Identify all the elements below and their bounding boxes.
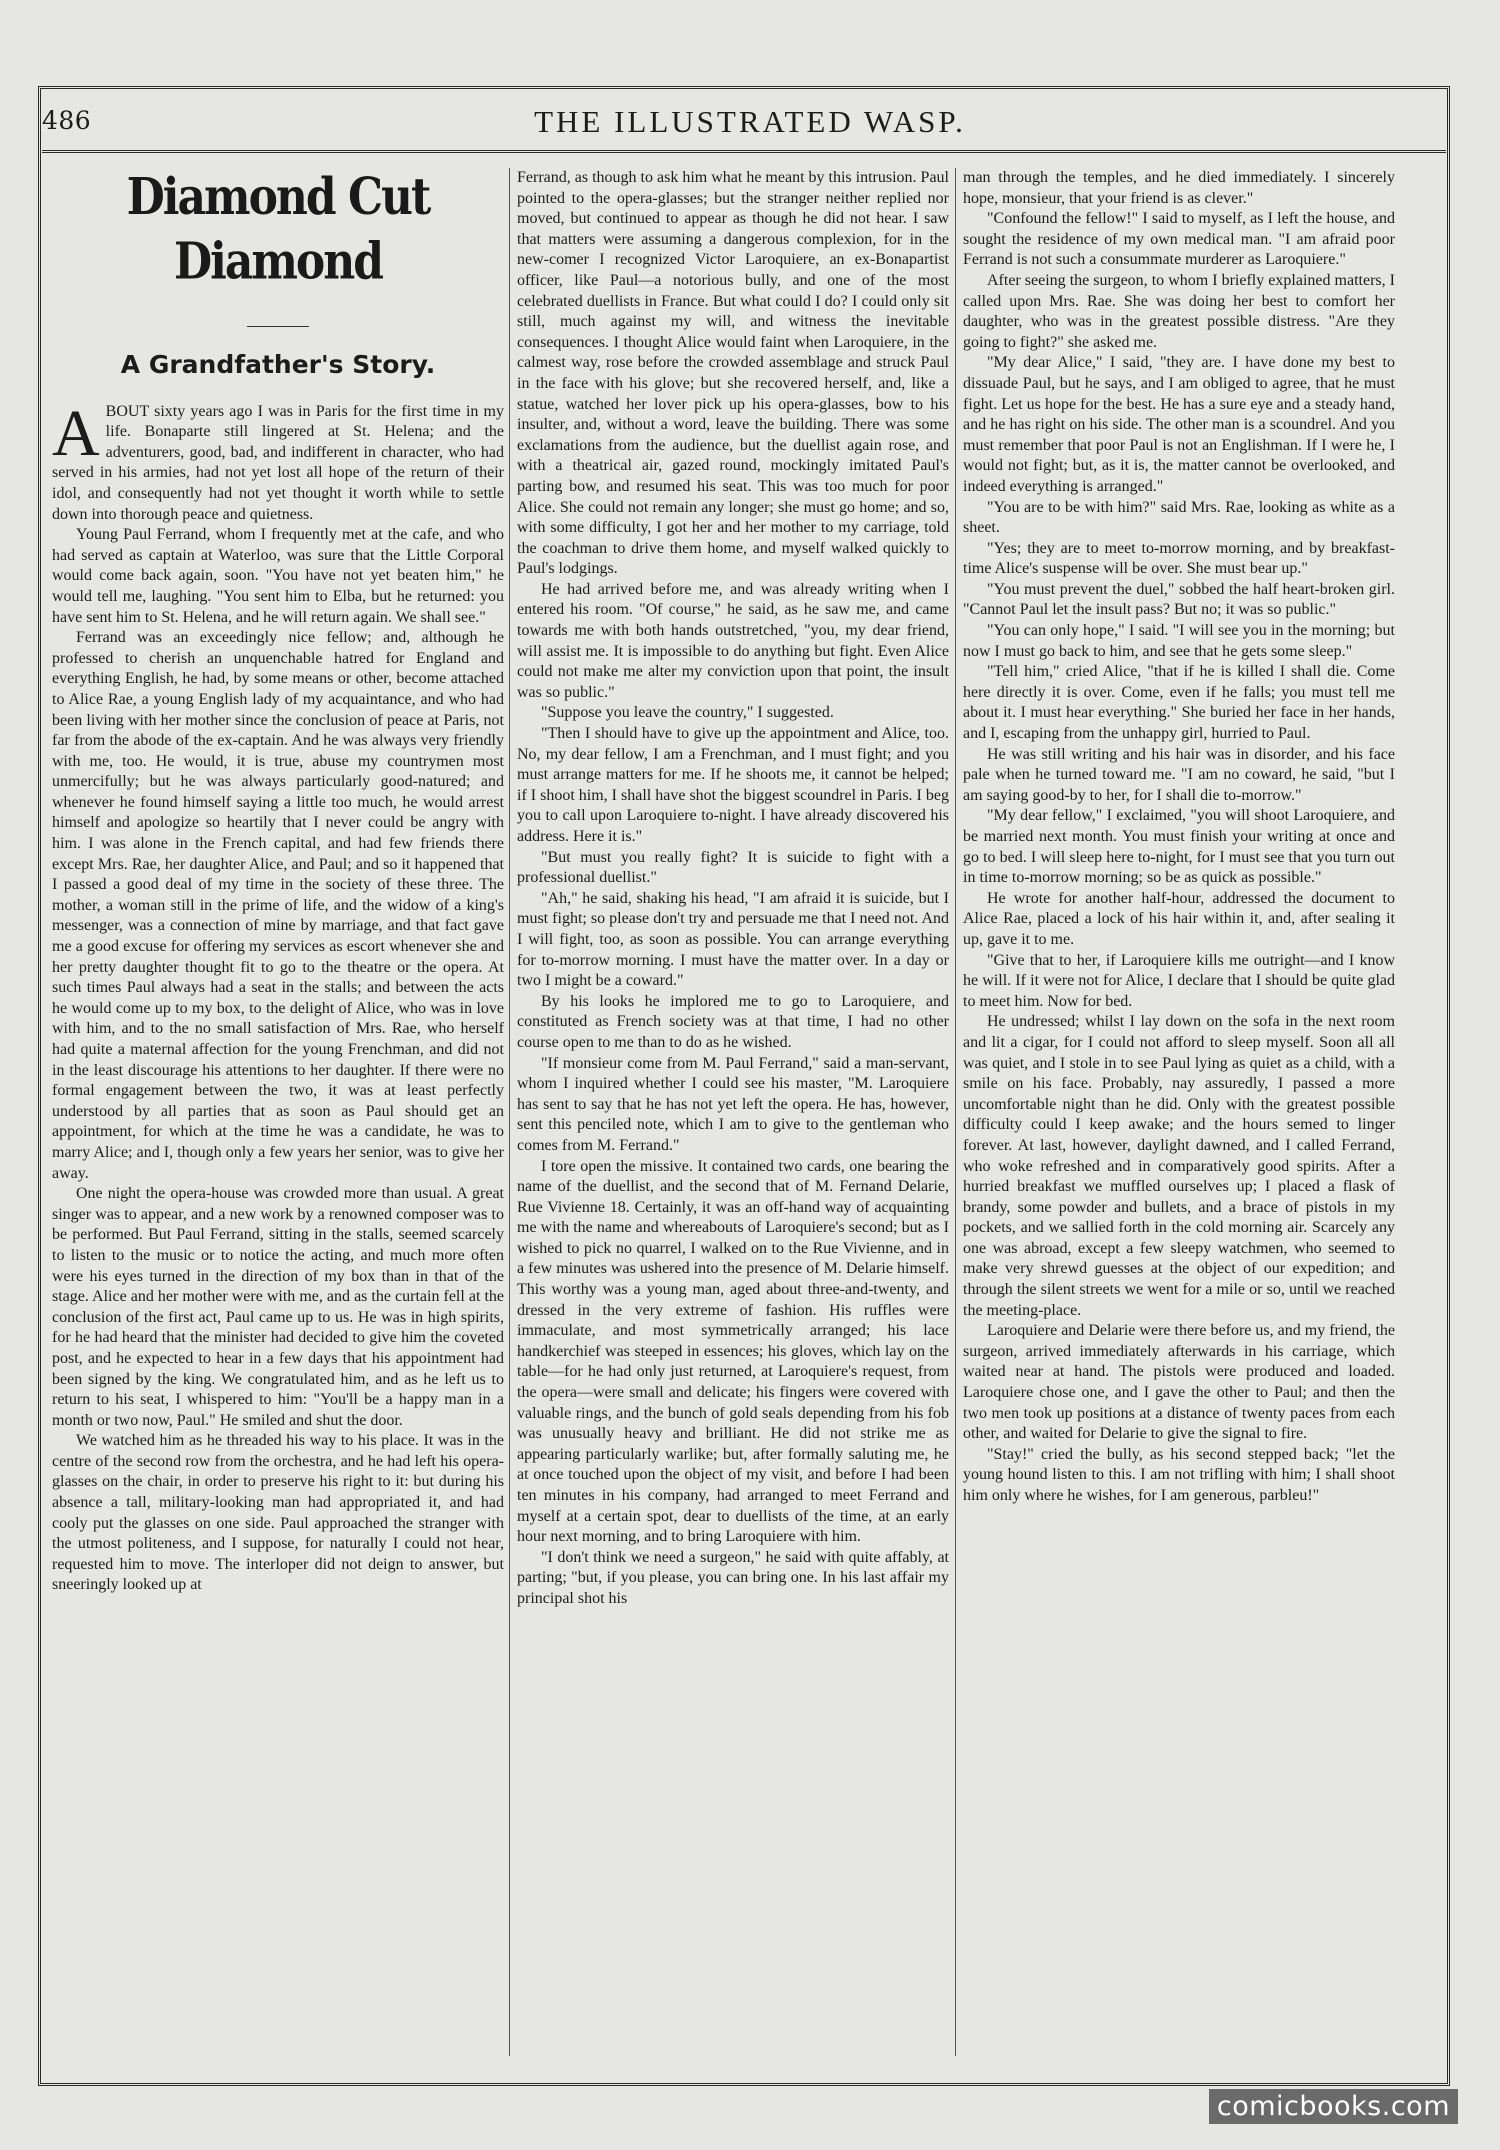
paragraph: "You are to be with him?" said Mrs. Rae, looking as white as a sheet.	[963, 498, 1395, 537]
column-3	[963, 168, 1395, 2058]
site-watermark: comicbooks.com	[1209, 2089, 1458, 2124]
story-title: Diamond Cut Diamond	[126, 168, 430, 291]
story-subtitle: A Grandfather's Story.	[120, 350, 436, 379]
paragraph: Young Paul Ferrand, whom I frequently met at the cafe, and who had served as captain at Waterloo, was sure that the Little Corporal would come back again, soon. "You have not yet beaten him," he would tell me, laughing. "You sent him to Elba, but he returned: you have sent him to St. Helena, and he will return again. We shall see."	[52, 526, 504, 626]
paragraph: "Tell him," cried Alice, "that if he is killed I shall die. Come here directly it is over. Come, even if he falls; you must tell me about it. I must hear everything." She buried her face in her hands, and I, escaping from the unhappy girl, hurried to Paul.	[963, 663, 1395, 743]
paragraph: He undressed; whilst I lay down on the sofa in the next room and lit a cigar, for I could not afford to sleep myself. Soon all all was quiet, and I stole in to see Paul lying as quiet as a child, with a smile on his face. Probably, nay assuredly, I passed a more uncomfortable night than he did. Only with the greatest possible difficulty could I keep awake; and the hours semed to linger forever. At last, however, daylight dawned, and I called Ferrand, who woke refreshed and in comparatively good spirits. After a hurried breakfast we muffled ourselves up; I placed a flask of brandy, some powder and bullets, and a brace of pistols in my pockets, and we sallied forth in the cold morning air. Scarcely any one was abroad, except a few sleepy watchmen, who seemed to make very shrewd guesses at the object of our expedition; and through the silent streets we went for a mile or so, until we reached the meeting-place.	[963, 1013, 1395, 1319]
paragraph: "But must you really fight? It is suicide to fight with a professional duellist."	[517, 848, 949, 887]
page-number: 486	[42, 106, 92, 135]
paragraph: He wrote for another half-hour, addressed the document to Alice Rae, placed a lock of his hair within it, and, after sealing it up, gave it to me.	[963, 889, 1395, 948]
title-rule	[247, 326, 309, 327]
paragraph: "Then I should have to give up the appointment and Alice, too. No, my dear fellow, I am a Frenchman, and I must fight; and you must arrange matters for me. If he shoots me, it cannot be helped; if I shoot him, I shall have shot the biggest scoundrel in Paris. I beg you to call upon Laroquiere to-night. I have already discovered his address. Here it is."	[517, 725, 949, 845]
magazine-title: THE ILLUSTRATED WASP.	[534, 104, 966, 139]
paragraph: "My dear fellow," I exclaimed, "you will shoot Laroquiere, and be married next month. You must finish your writing at once and go to bed. I will sleep here to-night, for I must see that you turn out in time to-morrow morning; so be as quick as possible."	[963, 807, 1395, 887]
paragraph: "You can only hope," I said. "I will see you in the morning; but now I must go back to him, and see that he gets some sleep."	[963, 622, 1395, 660]
column-2	[517, 168, 949, 2058]
paragraph: He was still writing and his hair was in disorder, and his face pale when he turned toward me. "I am no coward, he said, "but I am saying good-by to her, for I shall die to-morrow."	[963, 745, 1395, 804]
paragraph: "Stay!" cried the bully, as his second stepped back; "let the young hound listen to this. I am not trifling with him; I shall shoot him only where he wishes, for I am generous, parbleu!"	[963, 1445, 1395, 1504]
column-1	[52, 168, 504, 2058]
paragraph: "Suppose you leave the country," I suggested.	[541, 704, 834, 722]
paragraph: Laroquiere and Delarie were there before us, and my friend, the surgeon, arrived immediately afterwards in his carriage, which waited near at hand. The pistols were produced and loaded. Laroquiere chose one, and I gave the other to Paul; and then the two men took up positions at a distance of twenty paces from each other, and waited for Delarie to give the signal to fire.	[963, 1322, 1395, 1443]
paragraph: "My dear Alice," I said, "they are. I have done my best to dissuade Paul, but he says, and I am obliged to agree, that he must fight. Let us hope for the best. He has a sure eye and a steady hand, and he has right on his side. The other man is a scoundrel. And you must remember that poor Paul is not an Englishman. If I were he, I would not fight; but, as it is, the matter cannot be overlooked, and indeed everything is arranged."	[963, 354, 1395, 495]
paragraph: By his looks he implored me to go to Laroquiere, and constituted as French society was at that time, I had no other course open to me than to do as he wished.	[517, 992, 949, 1051]
column-divider	[955, 168, 956, 2056]
header-rule	[42, 150, 1446, 153]
paragraph: He had arrived before me, and was already writing when I entered his room. "Of course," he said, as he saw me, and came towards me with both hands outstretched, "you, my dear friend, will assist me. It is impossible to do anything but fight. Even Alice could not make me alter my conviction upon that point, the insult was so public."	[517, 580, 949, 701]
paragraph: "You must prevent the duel," sobbed the half heart-broken girl. "Cannot Paul let the insult pass? But no; it was so public."	[963, 580, 1395, 619]
paragraph: We watched him as he threaded his way to his place. It was in the centre of the second row from the orchestra, and he had left his opera-glasses on the chair, in order to preserve his right to it: but during his absence a tall, military-looking man had appropriated it, and had cooly put the glasses on one side. Paul approached the stranger with the utmost politeness, and I suppose, for naturally I could not hear, requested him to move. The interloper did not deign to answer, but sneeringly looked up at	[52, 1432, 504, 1594]
paragraph: "I don't think we need a surgeon," he said with quite affably, at parting; "but, if you please, you can bring one. In his last affair my principal shot his	[517, 1548, 949, 1607]
paragraph: man through the temples, and he died immediately. I sincerely hope, monsieur, that your friend is as clever."	[963, 169, 1395, 207]
paragraph: "If monsieur come from M. Paul Ferrand," said a man-servant, whom I inquired whether I could see his master, "M. Laroquiere has sent to say that he has not yet left the opera. He has, however, sent this penciled note, which I am to give to the gentleman who comes from M. Ferrand."	[517, 1054, 949, 1154]
paragraph: "Ah," he said, shaking his head, "I am afraid it is suicide, but I must fight; so please don't try and persuade me that I need not. And I will fight, too, as soon as possible. You can arrange everything for to-morrow morning. I must have the matter over. In a day or two I might be a coward."	[517, 889, 949, 990]
paragraph: ABOUT sixty years ago I was in Paris for the first time in my life. Bonaparte still lingered at St. Helena; and the adventurers, good, bad, and indifferent in character, who had served in his armies, had not yet lost all hope of the return of their idol, and consequently had not yet thought it worth while to settle down into thorough peace and quietness.	[52, 396, 504, 523]
paragraph: Ferrand was an exceedingly nice fellow; and, although he professed to cherish an unquenchable hatred for England and everything English, he had, by some means or other, become attached to Alice Rae, a young English lady of my acquaintance, and who had been living with her mother since the conclusion of peace at Paris, not far from the abode of the ex-captain. And he was always very friendly with me, too. He would, it is true, abuse my countrymen most unmercifully; but he was always particularly good-natured; and whenever he found himself saying a little too much, he would arrest himself and apologize so heartily that I never could be angry with him. I was alone in the French capital, and had few friends there except Mrs. Rae, her daughter Alice, and Paul; and so it happened that I passed a good deal of my time in the society of these three. The mother, a woman still in the prime of life, and the widow of a king's messenger, was a connection of mine by marriage, and that fact gave me a good excuse for offering my services as escort whenever she and her pretty daughter thought fit to go to the theatre or the opera. At such times Paul always had a seat in the stalls; and between the acts he would come up to my box, to the delight of Alice, who was in love with him, and to the no small satisfaction of Mrs. Rae, who herself had quite a maternal affection for the young Frenchman, and did not in the least discourage his attentions to her daughter. If there were no formal engagement between the two, it was at least perfectly understood by all parties that as soon as Paul should get an appointment, for which at the time he was a candidate, he was to marry Alice; and I, though only a few years her senior, was to give her away.	[52, 629, 504, 1182]
paragraph: "Yes; they are to meet to-morrow morning, and by breakfast-time Alice's suspense will be over. She must bear up."	[963, 539, 1395, 578]
paragraph: One night the opera-house was crowded more than usual. A great singer was to appear, and a new work by a renowned composer was to be performed. But Paul Ferrand, sitting in the stalls, seemed scarcely to listen to the music or to notice the acting, and much more often were his eyes turned in the direction of my box than in that of the stage. Alice and her mother were with me, and as the curtain fell at the conclusion of the first act, Paul came up to us. He was in high spirits, for he had heard that the minister had decided to give him the coveted post, and he expected to hear in a few days that his appointment had been signed by the king. We congratulated him, and as he left us to return to his seat, I whispered to him: "You'll be a happy man in a month or two now, Paul." He smiled and shut the door.	[52, 1185, 504, 1429]
paragraph: Ferrand, as though to ask him what he meant by this intrusion. Paul pointed to the opera-glasses; but the stranger neither replied nor moved, but continued to appear as though he did not hear. I saw that matters were assuming a dangerous complexion, for in the new-comer I recognized Victor Laroquiere, an ex-Bonapartist officer, like Paul—a notorious bully, and one of the most celebrated duellists in France. But what could I do? I could only sit still, much against my will, and witness the inevitable consequences. I thought Alice would faint when Laroquiere, in the calmest way, rose before the crowded assemblage and struck Paul in the face with his glove; but she recovered herself, and, like a statue, watched her lover pick up his opera-glasses, bow to his insulter, and, without a word, leave the building. There was some exclamations from the audience, but the duellist again rose, and with a theatrical air, gazed round, mockingly imitated Paul's parting bow, and resumed his seat. This was too much for poor Alice. She could not remain any longer; she must go home; and so, with some difficulty, I got her and her mother to my carriage, told the coachman to drive them home, and myself walked quickly to Paul's lodgings.	[517, 169, 949, 578]
paragraph: I tore open the missive. It contained two cards, one bearing the name of the duellist, and the second that of M. Fernand Delarie, Rue Vivienne 18. Certainly, it was an off-hand way of acquainting me with the name and whereabouts of Laroquiere's second; but as I wished to pick no quarrel, I walked on to the Rue Vivienne, and in a few minutes was ushered into the presence of M. Delarie himself. This worthy was a young man, aged about three-and-twenty, and dressed in the very extreme of fashion. His ruffles were immaculate, and most symmetrically arranged; his lace handkerchief was steeped in essences; his gloves, which lay on the table—for he had only just returned, at Laroquiere's request, from the opera—were small and delicate; his fingers were covered with valuable rings, and the bunch of gold seals depending from his fob was unusually heavy and brilliant. He did not strike me as appearing particularly warlike; but, after formally saluting me, he at once touched upon the object of my visit, and before I had been ten minutes in his company, had arranged to meet Ferrand and myself at a certain spot, dear to duellists of the time, at an early hour next morning, and to bring Laroquiere with him.	[517, 1157, 949, 1546]
column-divider	[509, 168, 510, 2056]
drop-cap: A	[52, 396, 100, 470]
paragraph: After seeing the surgeon, to whom I briefly explained matters, I called upon Mrs. Rae. She was doing her best to comfort her daughter, who was in the greatest possible distress. "Are they going to fight?" she asked me.	[963, 271, 1395, 351]
paragraph: "Give that to her, if Laroquiere kills me outright—and I know he will. If it were not for Alice, I declare that I should be quite glad to meet him. Now for bed.	[963, 951, 1395, 1010]
paragraph: "Confound the fellow!" I said to myself, as I left the house, and sought the residence of my own medical man. "I am afraid poor Ferrand is not such a consummate murderer as Laroquiere."	[963, 210, 1395, 269]
